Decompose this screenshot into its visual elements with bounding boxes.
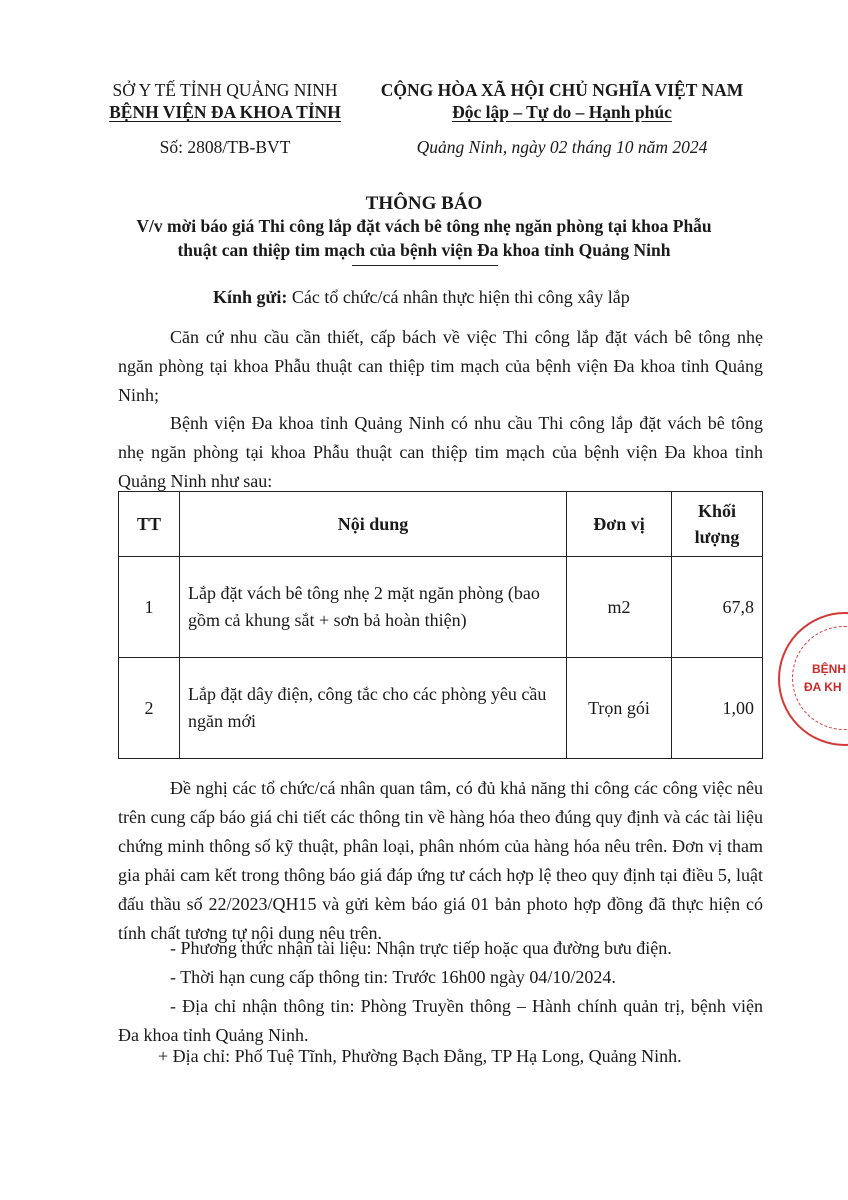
motto-text: Độc lập – Tự do – Hạnh phúc — [452, 102, 672, 122]
place-date: Quảng Ninh, ngày 02 tháng 10 năm 2024 — [416, 137, 708, 157]
header-unit: Đơn vị — [567, 492, 672, 557]
country-name: CỘNG HÒA XÃ HỘI CHỦ NGHĨA VIỆT NAM — [380, 80, 744, 100]
header-content: Nội dung — [180, 492, 567, 557]
row-unit: Trọn gói — [567, 658, 672, 759]
bullet-deadline: - Thời hạn cung cấp thông tin: Trước 16h00 ngày 04/10/2024. — [170, 967, 616, 987]
header-tt: TT — [119, 492, 180, 557]
recipient — [213, 283, 630, 312]
doc-number: Số: 2808/TB-BVT — [159, 137, 291, 157]
motto — [356, 102, 768, 123]
row-tt: 1 — [119, 557, 180, 658]
header-qty-line1: Khối — [697, 501, 736, 521]
stamp-text-1: BỆNH — [812, 662, 847, 676]
recipient-value: Các tổ chức/cá nhân thực hiện thi công xây lắp — [291, 287, 630, 307]
bullet-receive-method: - Phương thức nhận tài liệu: Nhận trực tiếp hoặc qua đường bưu điện. — [170, 938, 672, 958]
title-divider — [352, 265, 498, 266]
red-stamp — [778, 612, 848, 746]
row-content: Lắp đặt vách bê tông nhẹ 2 mặt ngăn phòng (bao gồm cả khung sắt + sơn bả hoàn thiện) — [180, 557, 567, 658]
row-content: Lắp đặt dây điện, công tắc cho các phòng yêu cầu ngăn mới — [180, 658, 567, 759]
header-qty-line2: lượng — [694, 527, 740, 547]
row-qty: 1,00 — [672, 658, 763, 759]
recipient-label: Kính gửi: — [213, 287, 288, 307]
org-name — [92, 102, 358, 123]
bullet-address: + Địa chỉ: Phố Tuệ Tĩnh, Phường Bạch Đằng, TP Hạ Long, Quảng Ninh. — [158, 1046, 682, 1066]
bullet-receive-address: - Địa chỉ nhận thông tin: Phòng Truyền thông – Hành chính quản trị, bệnh viện Đa khoa tỉnh Quảng Ninh. — [118, 996, 763, 1045]
paragraph-1: Căn cứ nhu cầu cần thiết, cấp bách về việc Thi công lắp đặt vách bê tông nhẹ ngăn phòng tại khoa Phẫu thuật can thiệp tim mạch của bệnh viện Đa khoa tỉnh Quảng Ninh; — [118, 327, 763, 405]
header-qty — [672, 492, 763, 557]
stamp-text-2: ĐA KH — [804, 680, 842, 694]
subject-line-1: V/v mời báo giá Thi công lắp đặt vách bê tông nhẹ ngăn phòng tại khoa Phẫu — [136, 216, 712, 236]
row-qty: 67,8 — [672, 557, 763, 658]
subject-line-2: thuật can thiệp tim mạch của bệnh viện Đa khoa tỉnh Quảng Ninh — [177, 240, 671, 260]
doc-title: THÔNG BÁO — [365, 193, 483, 214]
table-header-row — [119, 492, 763, 557]
org-name-text: BỆNH VIỆN ĐA KHOA TỈNH — [109, 102, 341, 122]
row-unit: m2 — [567, 557, 672, 658]
row-tt: 2 — [119, 658, 180, 759]
items-table — [118, 491, 763, 759]
table-row — [119, 557, 763, 658]
org-parent: SỞ Y TẾ TỈNH QUẢNG NINH — [112, 80, 338, 100]
paragraph-2: Bệnh viện Đa khoa tỉnh Quảng Ninh có nhu cầu Thi công lắp đặt vách bê tông nhẹ ngăn phòng tại khoa Phẫu thuật can thiệp tim mạch của bệnh viện Đa khoa tỉnh Quảng Ninh như sau: — [118, 413, 763, 491]
table-row — [119, 658, 763, 759]
stamp-inner-ring — [792, 626, 848, 730]
paragraph-3: Đề nghị các tổ chức/cá nhân quan tâm, có đủ khả năng thi công các công việc nêu trên cung cấp báo giá chi tiết các thông tin về hàng hóa theo đúng quy định và các tài liệu chứng minh thông số kỹ thuật, phân loại, phân nhóm của hàng hóa nêu trên. Đơn vị tham gia phải cam kết trong thông báo giá đáp ứng tư cách hợp lệ theo quy định tại điều 5, luật đấu thầu số 22/2023/QH15 và gửi kèm báo giá 01 bản photo hợp đồng đã thực hiện có tính chất tương tự nội dung nêu trên. — [118, 778, 763, 943]
